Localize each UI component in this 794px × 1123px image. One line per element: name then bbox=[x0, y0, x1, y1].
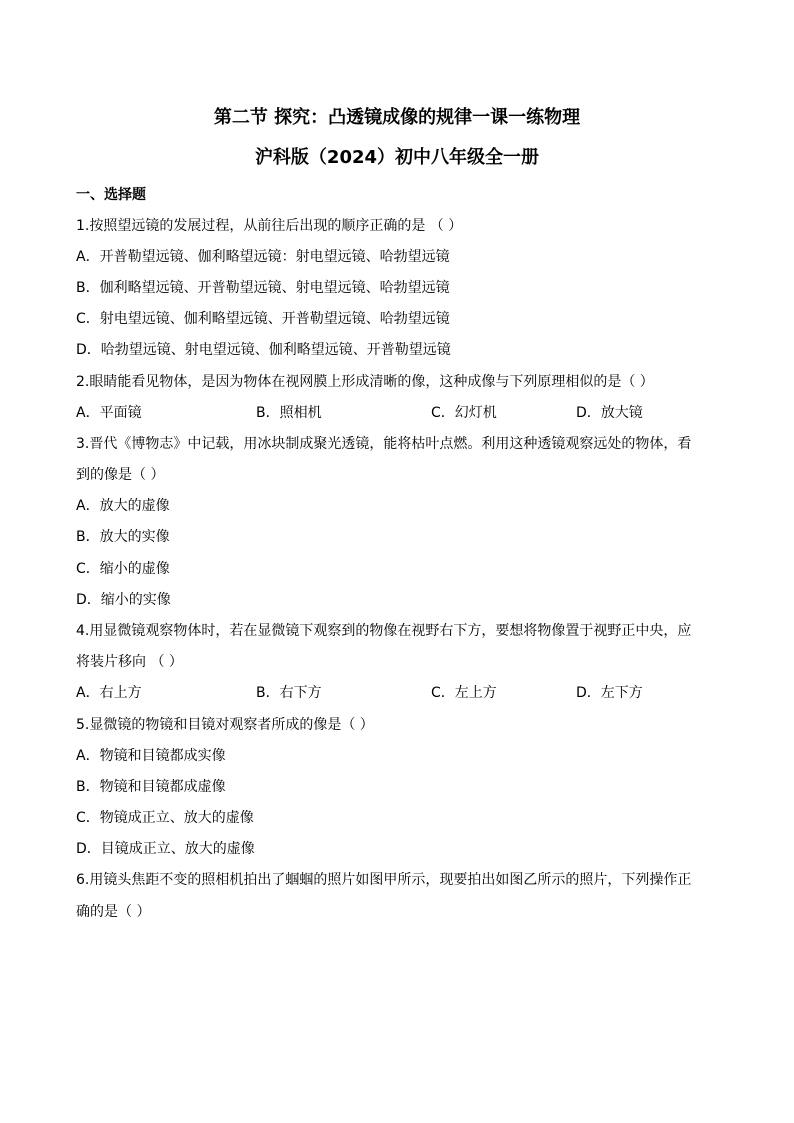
q5-option-a: A．物镜和目镜都成实像 bbox=[76, 748, 226, 764]
q4-option-b: B．右下方 bbox=[256, 685, 322, 701]
q3-option-c: C．缩小的虚像 bbox=[76, 561, 170, 577]
q3-stem-line-2: 到的像是（ ） bbox=[76, 467, 165, 483]
q2-options-row bbox=[76, 403, 726, 423]
q3-option-a: A．放大的虚像 bbox=[76, 498, 170, 514]
q5-stem: 5.显微镜的物镜和目镜对观察者所成的像是（ ） bbox=[76, 717, 374, 733]
q4-stem-line-1: 4.用显微镜观察物体时，若在显微镜下观察到的物像在视野右下方，要想将物像置于视野正中央，应 bbox=[76, 623, 692, 639]
q2-stem: 2.眼睛能看见物体，是因为物体在视网膜上形成清晰的像，这种成像与下列原理相似的是（ ） bbox=[76, 374, 654, 390]
q4-option-c: C．左上方 bbox=[431, 685, 497, 701]
document-title-line-1: 第二节 探究：凸透镜成像的规律一课一练物理 bbox=[213, 107, 581, 128]
q4-option-a: A．右上方 bbox=[76, 685, 142, 701]
q2-option-b: B．照相机 bbox=[256, 405, 322, 421]
q4-stem-line-2: 将装片移向 （ ） bbox=[76, 654, 183, 670]
q5-option-c: C．物镜成正立、放大的虚像 bbox=[76, 810, 254, 826]
q2-option-c: C．幻灯机 bbox=[431, 405, 497, 421]
q4-option-d: D．左下方 bbox=[576, 685, 643, 701]
q3-stem-line-1: 3.晋代《博物志》中记载，用冰块制成聚光透镜，能将枯叶点燃。利用这种透镜观察远处的物体，看 bbox=[76, 436, 692, 452]
q1-option-b: B．伽利略望远镜、开普勒望远镜、射电望远镜、哈勃望远镜 bbox=[76, 280, 450, 296]
q1-stem: 1.按照望远镜的发展过程，从前往后出现的顺序正确的是 （ ） bbox=[76, 218, 463, 234]
q6-stem-line-1: 6.用镜头焦距不变的照相机拍出了蝈蝈的照片如图甲所示，现要拍出如图乙所示的照片，下列操作正 bbox=[76, 872, 692, 888]
q5-option-b: B．物镜和目镜都成虚像 bbox=[76, 779, 226, 795]
q1-option-c: C．射电望远镜、伽利略望远镜、开普勒望远镜、哈勃望远镜 bbox=[76, 311, 450, 327]
q5-option-d: D．目镜成正立、放大的虚像 bbox=[76, 841, 255, 857]
q3-option-d: D．缩小的实像 bbox=[76, 592, 171, 608]
document-title-line-2: 沪科版（2024）初中八年级全一册 bbox=[254, 147, 540, 168]
section-heading: 一、选择题 bbox=[76, 187, 146, 203]
q3-option-b: B．放大的实像 bbox=[76, 529, 170, 545]
q1-option-d: D．哈勃望远镜、射电望远镜、伽利略望远镜、开普勒望远镜 bbox=[76, 342, 451, 358]
q4-options-row bbox=[76, 683, 726, 703]
q6-stem-line-2: 确的是（ ） bbox=[76, 904, 151, 920]
q2-option-a: A．平面镜 bbox=[76, 405, 142, 421]
q2-option-d: D．放大镜 bbox=[576, 405, 643, 421]
q1-option-a: A．开普勒望远镜、伽利略望远镜：射电望远镜、哈勃望远镜 bbox=[76, 249, 450, 265]
